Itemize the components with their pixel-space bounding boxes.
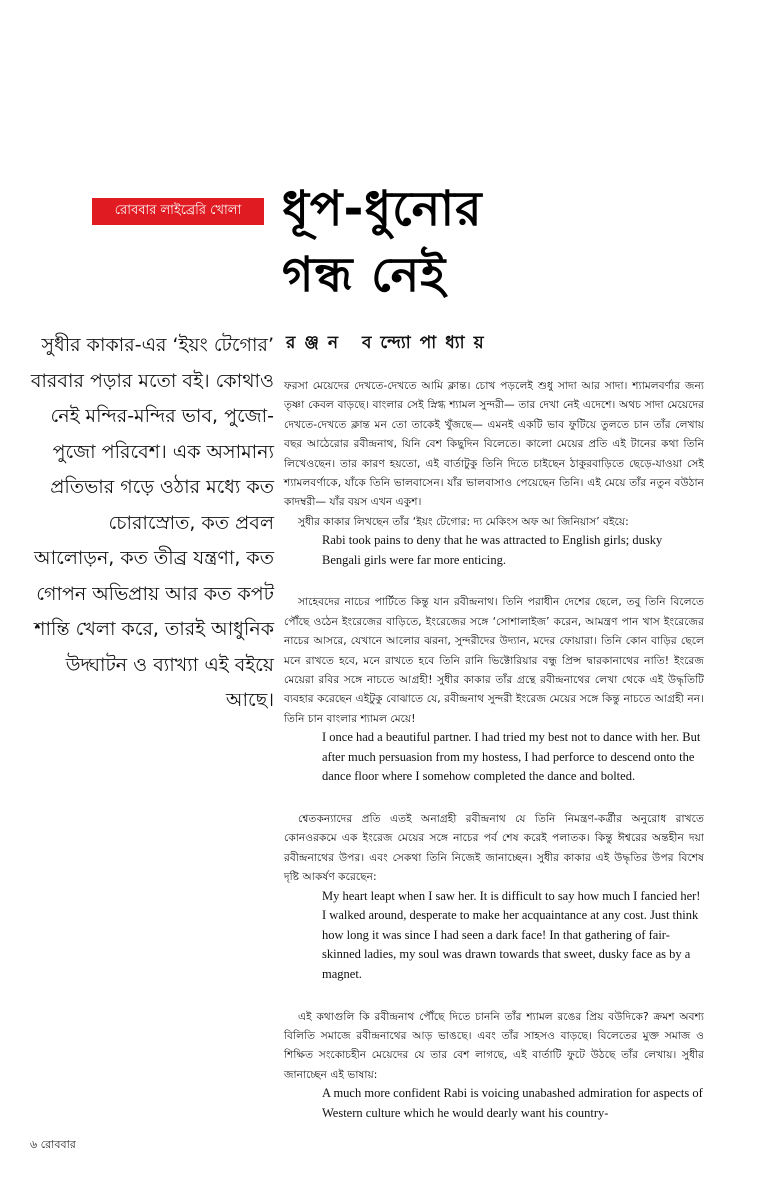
title-line-1: ধূপ-ধুনোর xyxy=(282,181,483,237)
body-paragraph: এই কথাগুলি কি রবীন্দ্রনাথ পৌঁছে দিতে চাননি তাঁর শ্যামল রঙের প্রিয় বউদিকে? ক্রমশ অবশ্য বিলিতি সমাজে রবীন্দ্রনাথের আড় ভাঙছে। এবং তাঁর সাহসও বাড়ছে। বিলেতের মুক্ত সমাজ ও শিক্ষিত সংকোচহীন মেয়েদের যে তার বেশ লাগছে, এই বার্তাটি ফুটে উঠছে তাঁর লেখায়। সুধীর জানাচ্ছেন এই ভাষায়: xyxy=(284,1009,704,1081)
body-paragraph: সুধীর কাকার লিখছেন তাঁর ‘ইয়ং টেগোর: দ্য মেকিংস অফ আ জিনিয়াস’ বইয়ে: xyxy=(298,514,629,528)
body-paragraph: শ্বেতকন্যাদের প্রতি এতই অনাগ্রহী রবীন্দ্রনাথ যে তিনি নিমন্ত্রণ-কর্ত্রীর অনুরোধ রাখতে কোনওরকমে এক ইংরেজ মেয়ের সঙ্গে নাচের পর্ব শেষ করেই পলাতক। কিন্তু ঈশ্বরের অন্তহীন দয়া রবীন্দ্রনাথের উপর। এবং সেকথা তিনি নিজেই জানাচ্ছেন। সুধীর কাকার এই উদ্ধৃতির উপর বিশেষ দৃষ্টি আকর্ষণ করেছেন: xyxy=(284,812,704,884)
block-quote: My heart leapt when I saw her. It is difficult to say how much I fancied her! I walked around, desperate to make her acquaintance at any cost. Just think how long it was since I had seen a dark face! In that gathering of fair-skinned ladies, my soul was drawn towards that sweet, dusky face as by a magnet. xyxy=(322,888,701,982)
block-quote: I once had a beautiful partner. I had tried my best not to dance with her. But after much persuasion from my hostess, I had perforce to descend onto the dance floor where I somehow completed the dance and bolted. xyxy=(322,730,701,784)
section-tag: রোববার লাইব্রেরি খোলা xyxy=(92,198,264,225)
block-quote: Rabi took pains to deny that he was attracted to English girls; dusky Bengali girls were far more enticing. xyxy=(322,533,663,567)
pull-quote: সুধীর কাকার-এর ‘ইয়ং টেগোর’ বারবার পড়ার মতো বই। কোথাও নেই মন্দির-মন্দির ভাব, পুজো-পুজো পরিবেশ। এক অসামান্য প্রতিভার গড়ে ওঠার মধ্যে কত চোরাস্রোত, কত প্রবল আলোড়ন, কত তীব্র যন্ত্রণা, কত গোপন অভিপ্রায় আর কত কপট শান্তি খেলা করে, তারই আধুনিক উদ্ঘাটন ও ব্যাখ্যা এই বইয়ে আছে। xyxy=(30,334,274,711)
body-paragraph: ফরসা মেয়েদের দেখতে-দেখতে আমি ক্লান্ত। চোখ পড়লেই শুধু সাদা আর সাদা। শ্যামলবর্ণার জন্য তৃষ্ণা কেবল বাড়ছে। বাংলার সেই স্নিগ্ধ শ্যামল সুন্দরী— তার দেখা নেই এদেশে। অথচ সাদা মেয়েদের দেখতে-দেখতে ক্লান্ত মন তো তাকেই খুঁজছে— এমনই একটি ভাব ফুটিয়ে তুলতে চান তাঁর লেখায় বছর আঠেরোর রবীন্দ্রনাথ, যিনি বেশ কিছুদিন বিলেতে। কালো মেয়ের প্রতি এই টানের কথা তিনি লিখেওছেন। তার কারণ হয়তো, এই বার্তাটুকু তিনি দিতে চাইছেন ঠাকুরবাড়িতে ছেড়ে-যাওয়া সেই শ্যামলবর্ণাকে, যাঁকে তিনি ভালবাসেন। যাঁর ভালবাসাও পেয়েছেন তিনি। এই মেয়ে তাঁর নতুন বউঠান কাদম্বরী— যাঁর বয়স এখন একুশ। xyxy=(284,379,704,509)
body-paragraph: সাহেবদের নাচের পার্টিতে কিন্তু যান রবীন্দ্রনাথ। তিনি পরাধীন দেশের ছেলে, তবু তিনি বিলেতে পৌঁছে ওঠেন ইংরেজের বাড়িতে, ইংরেজের সঙ্গে ‘সোশালাইজ’ করেন, আমন্ত্রণ পান খাস ইংরেজের নাচের আসরে, যেখানে আলোর ঝরনা, সুন্দরীদের উদ্যান, মদের ফোয়ারা। তিনি কোন বাড়ির ছেলে মনে রাখতে হবে, মনে রাখতে হবে তিনি রানি ভিক্টোরিয়ার বন্ধু প্রিন্স দ্বারকানাথের নাতি! ইংরেজ মেয়েরা রবির সঙ্গে নাচতে আগ্রহী! সুধীর কাকার তাঁর গ্রন্থে রবীন্দ্রনাথের লেখা থেকে এই উদ্ধৃতিটি ব্যবহার করেছেন এইটুকু বোঝাতে যে, রবীন্দ্রনাথ সুন্দরী ইংরেজ মেয়ের সঙ্গে কিন্তু নাচতে আগ্রহী নন। তিনি চান বাংলার শ্যামল মেয়ে! xyxy=(284,595,704,725)
article-title xyxy=(282,176,702,308)
author-byline: রঞ্জন বন্দ্যোপাধ্যায় xyxy=(286,333,493,353)
title-line-2: গন্ধ নেই xyxy=(282,247,447,303)
article-body xyxy=(284,376,704,1145)
block-quote: A much more confident Rabi is voicing unabashed admiration for aspects of Western culture which he would dearly want his country- xyxy=(322,1086,703,1120)
page-footer: ৬ রোববার xyxy=(30,1138,76,1151)
